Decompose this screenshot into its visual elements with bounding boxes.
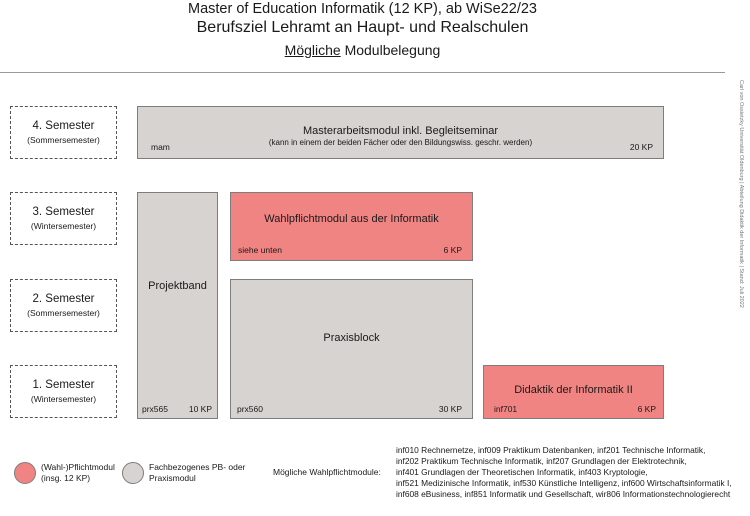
module-title: Didaktik der Informatik II bbox=[514, 384, 633, 396]
module-code: mam bbox=[151, 142, 170, 152]
elective-line: inf521 Medizinische Informatik, inf530 Künstliche Intelligenz, inf600 Wirtschaftsinformatik I, bbox=[396, 478, 732, 488]
legend-praxis-swatch bbox=[122, 462, 144, 484]
electives-list bbox=[396, 445, 732, 500]
module-projektband bbox=[137, 192, 218, 419]
header-divider bbox=[0, 72, 725, 73]
title-line-2: Berufsziel Lehramt an Haupt- und Realschulen bbox=[196, 19, 529, 36]
module-kp: 10 KP bbox=[188, 404, 212, 414]
module-title: Projektband bbox=[148, 280, 207, 292]
side-note: Carl von Ossietzky Universität Oldenburg | Abteilung Didaktik der Informatik | Stand: Juli 2022 bbox=[738, 80, 744, 308]
title-rest: Modulbelegung bbox=[340, 42, 441, 58]
module-kp: 20 KP bbox=[629, 142, 653, 152]
legend-line: Praxismodul bbox=[149, 472, 196, 483]
module-code: siehe unten bbox=[238, 245, 282, 255]
title-underlined-word: Mögliche bbox=[284, 42, 341, 58]
semester-label: 1. Semester bbox=[32, 379, 95, 391]
title-line-1: Master of Education Informatik (12 KP), ab WiSe22/23 bbox=[188, 1, 537, 17]
module-title: Praxisblock bbox=[323, 332, 380, 344]
semester-term: (Wintersemester) bbox=[30, 394, 97, 404]
semester-term: (Sommersemester) bbox=[27, 135, 100, 145]
legend-line: (insg. 12 KP) bbox=[41, 472, 91, 483]
module-kp: 6 KP bbox=[637, 404, 656, 414]
legend-line: Fachbezogenes PB- oder bbox=[149, 462, 246, 472]
module-title: Wahlpflichtmodul aus der Informatik bbox=[264, 213, 439, 225]
module-kp: 6 KP bbox=[443, 245, 462, 255]
module-praxisblock bbox=[230, 279, 473, 419]
semester-4-box bbox=[10, 106, 117, 159]
elective-line: inf401 Grundlagen der Theoretischen Informatik, inf403 Kryptologie, bbox=[396, 467, 648, 477]
semester-2-box bbox=[10, 279, 117, 332]
elective-line: inf608 eBusiness, inf851 Informatik und Gesellschaft, wir806 Informationstechnologierecht bbox=[396, 489, 731, 499]
module-code: prx560 bbox=[237, 404, 263, 414]
legend-pflicht-text bbox=[41, 462, 115, 483]
legend-praxis-text bbox=[149, 462, 245, 483]
electives-label: Mögliche Wahlpflichtmodule: bbox=[273, 467, 381, 477]
semester-label: 4. Semester bbox=[32, 120, 95, 132]
legend-pflicht-swatch bbox=[14, 462, 36, 484]
semester-1-box bbox=[10, 365, 117, 418]
module-didaktik bbox=[483, 365, 664, 419]
semester-term: (Wintersemester) bbox=[30, 221, 97, 231]
elective-line: inf010 Rechnernetze, inf009 Praktikum Datenbanken, inf201 Technische Informatik, bbox=[396, 445, 706, 455]
legend-line: (Wahl-)Pflichtmodul bbox=[41, 462, 115, 472]
elective-line: inf202 Praktikum Technische Informatik, inf207 Grundlagen der Elektrotechnik, bbox=[396, 456, 687, 466]
semester-3-box bbox=[10, 192, 117, 245]
module-code: inf701 bbox=[494, 404, 518, 414]
module-wahlpflicht bbox=[230, 192, 473, 261]
module-subtitle: (kann in einem der beiden Fächer oder den Bildungswiss. geschr. werden) bbox=[268, 138, 533, 147]
module-title: Masterarbeitsmodul inkl. Begleitseminar bbox=[302, 125, 499, 137]
semester-label: 2. Semester bbox=[32, 293, 95, 305]
title-line-3 bbox=[0, 42, 725, 58]
module-masterarbeit bbox=[137, 106, 664, 159]
semester-term: (Sommersemester) bbox=[27, 308, 100, 318]
module-code: prx565 bbox=[142, 404, 168, 414]
module-kp: 30 KP bbox=[438, 404, 462, 414]
semester-label: 3. Semester bbox=[32, 206, 95, 218]
